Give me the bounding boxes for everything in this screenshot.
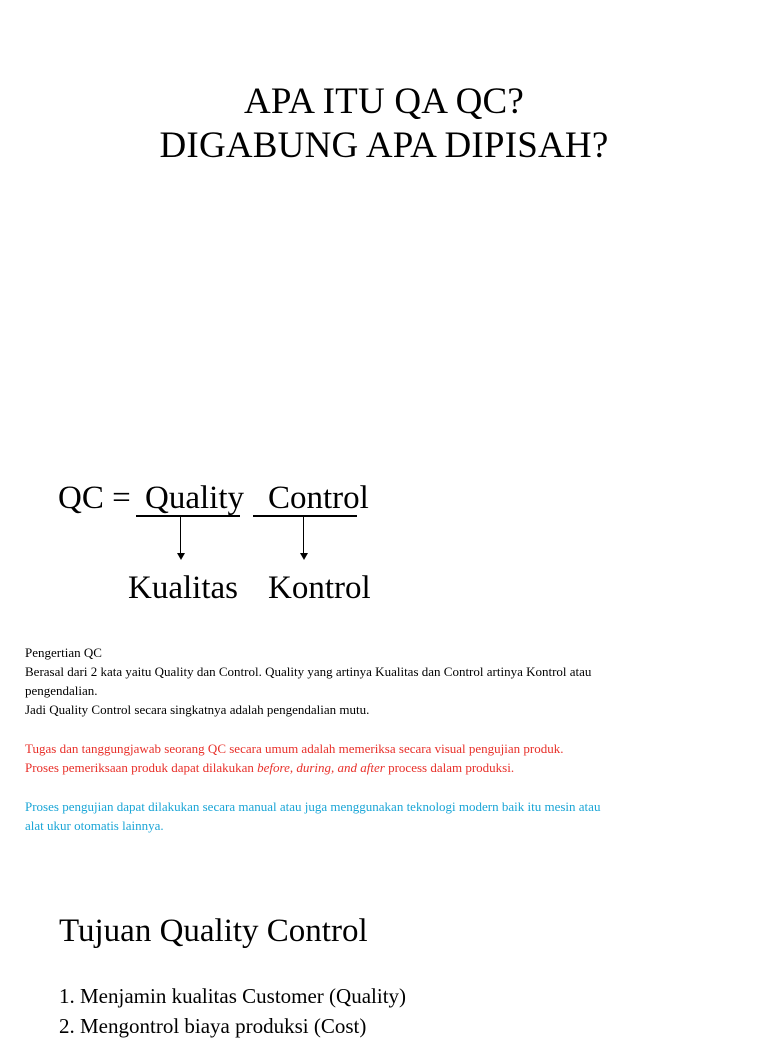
testing-line-2: alat ukur otomatis lainnya. <box>25 818 164 833</box>
arrow-down-icon <box>300 553 308 560</box>
equation-word-control: Control <box>268 480 369 516</box>
control-underline <box>253 515 357 517</box>
page-title-line-1: APA ITU QA QC? <box>244 81 524 122</box>
quality-arrow-line <box>180 517 181 553</box>
quality-underline <box>136 515 240 517</box>
duty-line-1: Tugas dan tanggungjawab seorang QC secara umum adalah memeriksa secara visual pengujian produk. <box>25 741 564 756</box>
control-arrow-line <box>303 517 304 553</box>
goals-item: 2. Mengontrol biaya produksi (Cost) <box>59 1014 367 1038</box>
equation-prefix: QC = <box>58 480 131 516</box>
definition-line-3: Jadi Quality Control secara singkatnya adalah pengendalian mutu. <box>25 702 370 717</box>
equation-word-quality: Quality <box>145 480 244 516</box>
duty-line-2-italic: before, during, and after <box>257 760 385 775</box>
duty-line-2-start: Proses pemeriksaan produk dapat dilakukan <box>25 760 258 775</box>
translation-kualitas: Kualitas <box>128 570 238 606</box>
definition-heading: Pengertian QC <box>25 645 102 660</box>
definition-line-2: pengendalian. <box>25 683 98 698</box>
definition-line-1: Berasal dari 2 kata yaitu Quality dan Control. Quality yang artinya Kualitas dan Control artinya Kontrol atau <box>25 664 592 679</box>
translation-kontrol: Kontrol <box>268 570 371 606</box>
testing-line-1: Proses pengujian dapat dilakukan secara manual atau juga menggunakan teknologi modern baik itu mesin atau <box>25 799 601 814</box>
goals-item: 1. Menjamin kualitas Customer (Quality) <box>59 984 407 1008</box>
goals-heading: Tujuan Quality Control <box>59 913 368 949</box>
duty-line-2 <box>25 758 750 777</box>
page-title-line-2: DIGABUNG APA DIPISAH? <box>159 125 609 166</box>
duty-line-2-end: process dalam produksi. <box>384 760 515 775</box>
arrow-down-icon <box>177 553 185 560</box>
